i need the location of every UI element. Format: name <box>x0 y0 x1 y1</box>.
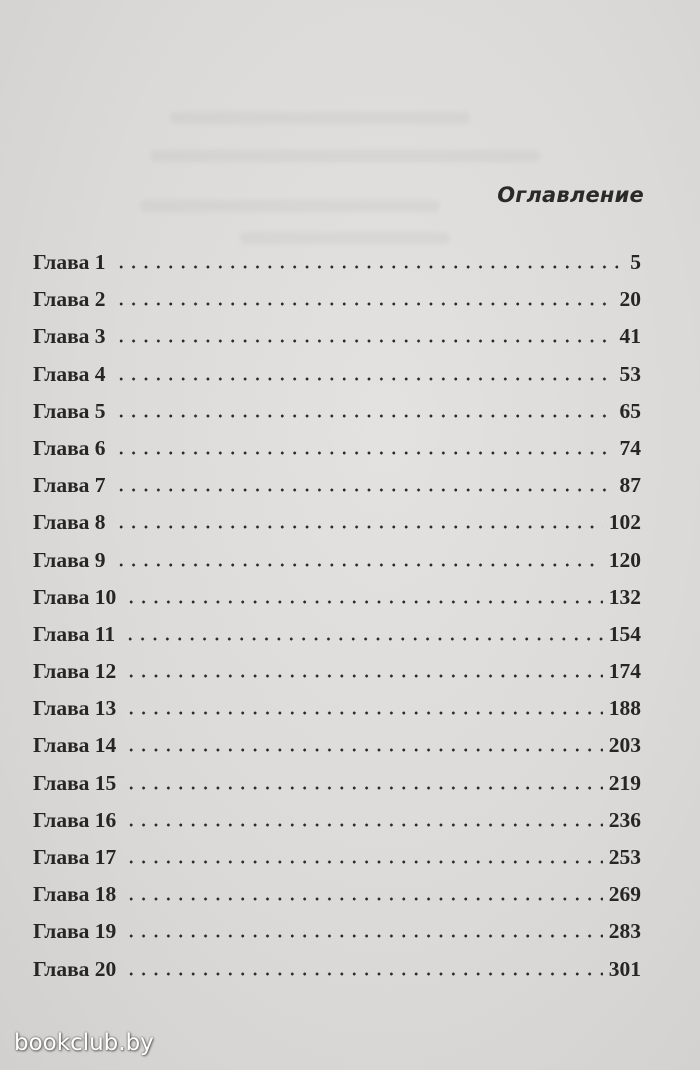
toc-entry-label: Глава 7 <box>33 473 106 498</box>
toc-dot-leader <box>115 563 603 567</box>
toc-dot-leader <box>124 637 603 641</box>
toc-entry-page: 20 <box>619 287 641 312</box>
toc-entry <box>33 882 641 919</box>
toc-entry <box>33 510 641 547</box>
toc-entry-label: Глава 1 <box>33 250 106 274</box>
toc-entry <box>33 362 641 399</box>
toc-entry <box>33 436 641 473</box>
toc-entry-label: Глава 5 <box>33 398 106 423</box>
toc-entry <box>33 585 641 622</box>
toc-entry-label: Глава 4 <box>33 361 106 386</box>
toc-dot-leader <box>115 339 614 343</box>
toc-entry <box>33 733 641 770</box>
toc-entry <box>33 808 641 845</box>
toc-entry <box>33 919 641 956</box>
bleed-through-line <box>150 150 540 162</box>
toc-entry-page: 253 <box>608 845 641 869</box>
toc-entry <box>33 696 641 733</box>
toc-entry-page: 5 <box>630 250 641 274</box>
toc-entry <box>33 622 641 659</box>
toc-entry <box>33 324 641 361</box>
toc-entry-label: Глава 18 <box>33 882 117 907</box>
toc-entry-label: Глава 10 <box>33 584 117 609</box>
toc-dot-leader <box>125 823 602 827</box>
toc-entry-label: Глава 2 <box>33 287 106 312</box>
toc-entry-label: Глава 16 <box>33 807 117 832</box>
toc-dot-leader <box>115 525 603 529</box>
toc-entry-label: Глава 20 <box>33 956 117 981</box>
toc-dot-leader <box>115 377 614 381</box>
toc-entry <box>33 473 641 510</box>
toc-dot-leader <box>125 748 602 752</box>
bleed-through-line <box>140 200 440 212</box>
toc-entry-label: Глава 9 <box>33 547 106 572</box>
toc-dot-leader <box>125 600 602 604</box>
toc-dot-leader <box>125 786 602 790</box>
toc-dot-leader <box>125 934 602 938</box>
toc-entry <box>33 845 641 882</box>
toc-entry-page: 41 <box>619 324 641 349</box>
toc-entry-page: 269 <box>608 882 641 907</box>
toc-entry-page: 53 <box>619 361 641 386</box>
toc-entry-label: Глава 8 <box>33 510 106 535</box>
toc-entry-page: 174 <box>608 659 641 684</box>
toc-entry <box>33 659 641 696</box>
toc-entry-label: Глава 19 <box>33 919 117 944</box>
watermark-text: bookclub.by <box>14 1030 154 1056</box>
toc-dot-leader <box>125 897 602 901</box>
toc-entry-page: 74 <box>619 435 641 460</box>
toc-entry-page: 236 <box>608 807 641 832</box>
toc-dot-leader <box>115 302 614 306</box>
toc-entry-page: 188 <box>608 696 641 721</box>
toc-title: Оглавление <box>497 183 644 207</box>
toc-entry-label: Глава 12 <box>33 659 117 684</box>
toc-entry-label: Глава 15 <box>33 770 117 795</box>
toc-dot-leader <box>125 711 602 715</box>
toc-entry-page: 283 <box>608 919 641 944</box>
toc-entry-label: Глава 14 <box>33 733 117 758</box>
toc-dot-leader <box>125 972 602 976</box>
toc-entry-label: Глава 13 <box>33 696 117 721</box>
toc-entry-label: Глава 3 <box>33 324 106 349</box>
toc-entry-page: 219 <box>608 770 641 795</box>
bleed-through-line <box>240 232 450 244</box>
toc-entry <box>33 548 641 585</box>
toc-entry-label: Глава 11 <box>33 621 116 646</box>
toc-list <box>33 250 641 994</box>
toc-entry-page: 102 <box>608 510 641 535</box>
bleed-through-line <box>170 112 470 124</box>
toc-entry-page: 65 <box>619 398 641 423</box>
toc-dot-leader <box>115 451 614 455</box>
toc-entry-page: 87 <box>619 473 641 498</box>
toc-entry-page: 154 <box>608 621 641 646</box>
toc-dot-leader <box>115 265 625 269</box>
toc-entry <box>33 250 641 287</box>
toc-dot-leader <box>125 674 602 678</box>
toc-entry-label: Глава 6 <box>33 435 106 460</box>
toc-entry <box>33 771 641 808</box>
toc-entry-page: 301 <box>608 956 641 981</box>
toc-entry-page: 203 <box>608 733 641 758</box>
toc-entry <box>33 957 641 994</box>
toc-entry-page: 132 <box>608 584 641 609</box>
toc-dot-leader <box>115 414 614 418</box>
toc-entry-page: 120 <box>608 547 641 572</box>
toc-entry <box>33 287 641 324</box>
toc-entry-label: Глава 17 <box>33 845 117 869</box>
toc-dot-leader <box>125 860 602 864</box>
toc-entry <box>33 399 641 436</box>
toc-dot-leader <box>115 488 614 492</box>
